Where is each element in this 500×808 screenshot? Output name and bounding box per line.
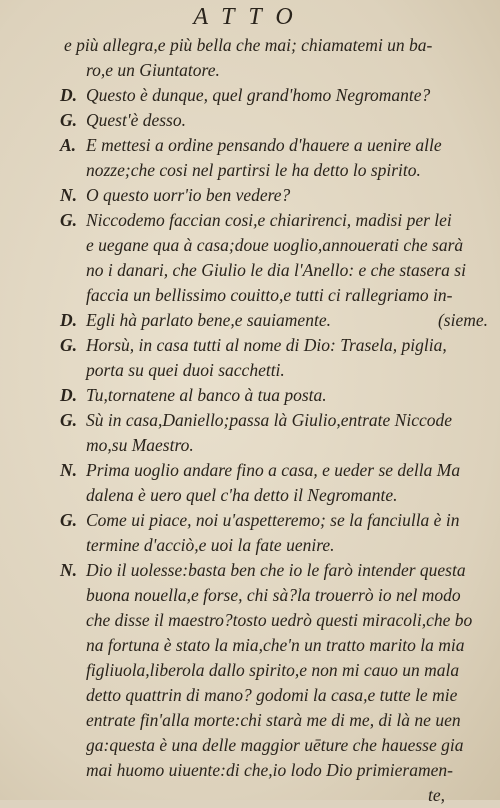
text-line: G. Niccodemo faccian cosi,e chiarirenci, madisi per lei	[60, 208, 452, 233]
margin-note: (sieme.	[437, 310, 488, 330]
speaker-label: N.	[60, 460, 78, 480]
text-line: na fortuna è stato la mia,che'n un tratto marito la mia	[86, 635, 465, 655]
text-line: detto quattrin di mano? godomi la casa,e tutte le mie	[86, 685, 458, 705]
text-line: termine d'acciò,e uoi la fate uenire.	[86, 535, 335, 555]
running-header: ATTO	[193, 4, 307, 30]
speaker-label: N.	[60, 560, 78, 580]
text-line: ro,e un Giuntatore.	[86, 60, 220, 80]
speaker-label: G.	[60, 410, 78, 430]
text-line: che disse il maestro?tosto uedrò questi miracoli,che bo	[86, 610, 473, 630]
text-line: D. Questo è dunque, quel grand'homo Negromante?	[60, 83, 430, 108]
text-line: ga:questa è una delle maggior uēture che hauesse gia	[86, 735, 464, 755]
speaker-label: G.	[60, 510, 78, 530]
text-line: no i danari, che Giulio le dia l'Anello: e che stasera si	[86, 260, 466, 280]
text-line: G. Sù in casa,Daniello;passa là Giulio,entrate Niccode	[60, 408, 452, 433]
text-line: figliuola,liberola dallo spirito,e non mi cauo un mala	[86, 660, 460, 680]
text-line: nozze;che cosi nel partirsi le ha detto lo spirito.	[86, 160, 421, 180]
text-line: N. Prima uoglio andare fino a casa, e ueder se della Ma	[60, 458, 460, 483]
text-line: e più allegra,e più bella che mai; chiamatemi un ba-	[64, 35, 433, 55]
text-line: N. O questo uorr'io ben vedere?	[60, 183, 290, 208]
speaker-label: G.	[60, 210, 78, 230]
text-line: D. Tu,tornatene al banco à tua posta.	[60, 383, 327, 408]
text-line: entrate fin'alla morte:chi starà me di me, di là ne uen	[86, 710, 461, 730]
text-line: dalena è uero quel c'ha detto il Negromante.	[86, 485, 398, 505]
text-line: G. Horsù, in casa tutti al nome di Dio: Trasela, piglia,	[60, 333, 447, 358]
text-line: mo,su Maestro.	[86, 435, 194, 455]
text-line: faccia un bellissimo couitto,e tutti ci rallegriamo in-	[86, 285, 453, 305]
text-line: D. Egli hà parlato bene,e sauiamente. (sieme.	[60, 308, 494, 333]
catchword: te,	[428, 785, 446, 805]
speaker-label: D.	[60, 85, 78, 105]
speaker-label: N.	[60, 185, 78, 205]
text-line: G. Come ui piace, noi u'aspetteremo; se la fanciulla è in	[60, 508, 459, 533]
text-line: mai huomo uiuente:di che,io lodo Dio primieramen-	[86, 760, 453, 780]
speaker-label: D.	[60, 385, 78, 405]
speaker-label: G.	[60, 110, 78, 130]
text-line: G. Quest'è desso.	[60, 108, 186, 133]
speaker-label: A.	[60, 135, 77, 155]
speaker-label: D.	[60, 310, 78, 330]
text-line: N. Dio il uolesse:basta ben che io le farò intender questa	[60, 558, 466, 583]
speaker-label: G.	[60, 335, 78, 355]
text-line: porta su quei duoi sacchetti.	[86, 360, 285, 380]
text-line: e uegane qua à casa;doue uoglio,annouerati che sarà	[86, 235, 464, 255]
text-line: buona nouella,e forse, chi sà?la trouerrò io nel modo	[86, 585, 461, 605]
text-line: A. E mettesi a ordine pensando d'hauere a uenire alle	[60, 133, 442, 158]
